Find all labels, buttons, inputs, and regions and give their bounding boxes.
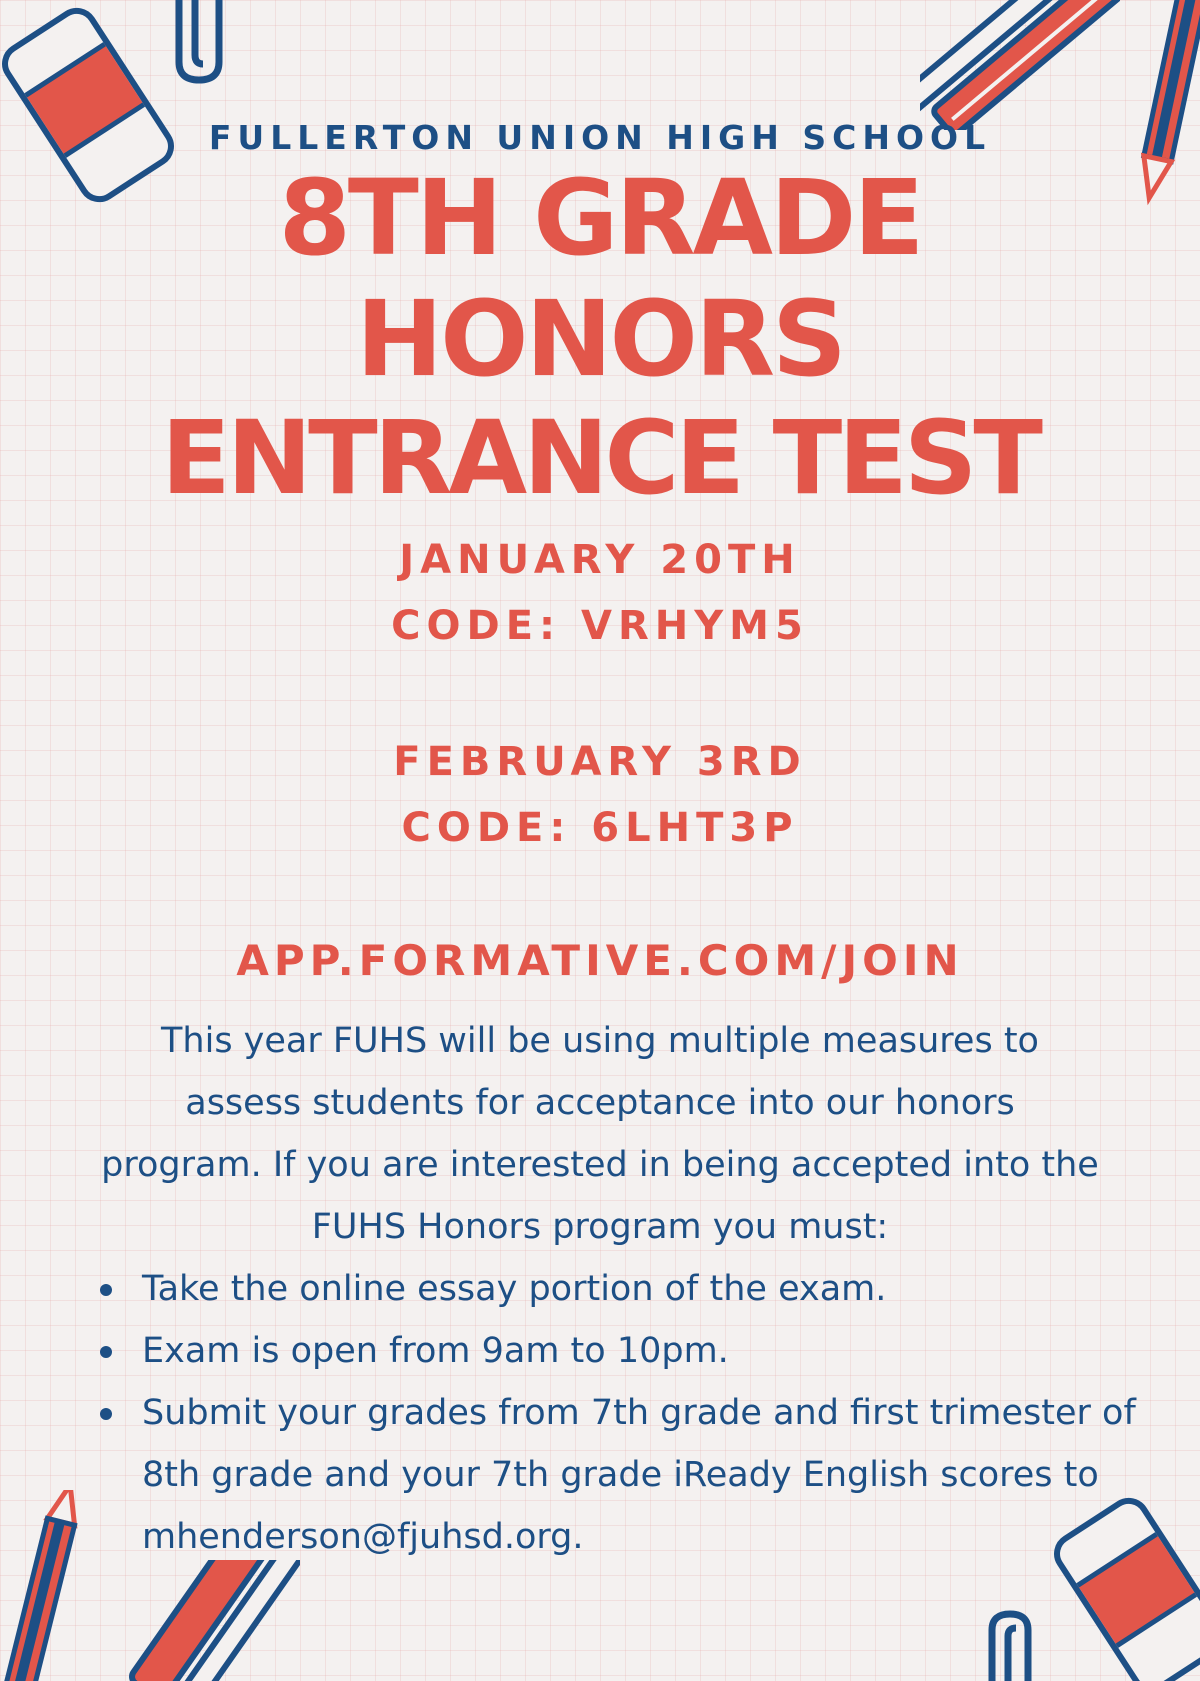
requirements-list: [96, 1258, 1136, 1568]
books-icon: [120, 1560, 300, 1681]
join-url: APP.FORMATIVE.COM/JOIN: [236, 936, 964, 985]
session-1-code: CODE: VRHYM5: [391, 603, 809, 649]
list-item: Exam is open from 9am to 10pm.: [96, 1320, 1136, 1382]
title-line-3: ENTRANCE TEST: [161, 399, 1039, 518]
list-item: Take the online essay portion of the exam.: [96, 1258, 1136, 1320]
title-line-1: 8TH GRADE: [278, 157, 922, 279]
intro-paragraph: This year FUHS will be using multiple measures to assess students for acceptance into our honors program. If you are interested in being accepted into the FUHS Honors program you must:: [101, 1021, 1099, 1247]
title-line-2: HONORS: [356, 278, 844, 400]
list-item: Submit your grades from 7th grade and first trimester of 8th grade and your 7th grade iReady English scores to mhenderson@fjuhsd.org.: [96, 1382, 1136, 1568]
books-icon: [920, 0, 1120, 130]
session-2-date: FEBRUARY 3RD: [393, 739, 807, 785]
paper-clip-icon: [980, 1610, 1060, 1681]
paper-clip-icon: [165, 0, 255, 95]
session-2-code: CODE: 6LHT3P: [401, 805, 799, 851]
pencil-icon: [0, 1490, 90, 1681]
session-1-date: JANUARY 20TH: [399, 537, 801, 583]
school-name: FULLERTON UNION HIGH SCHOOL: [208, 118, 992, 157]
